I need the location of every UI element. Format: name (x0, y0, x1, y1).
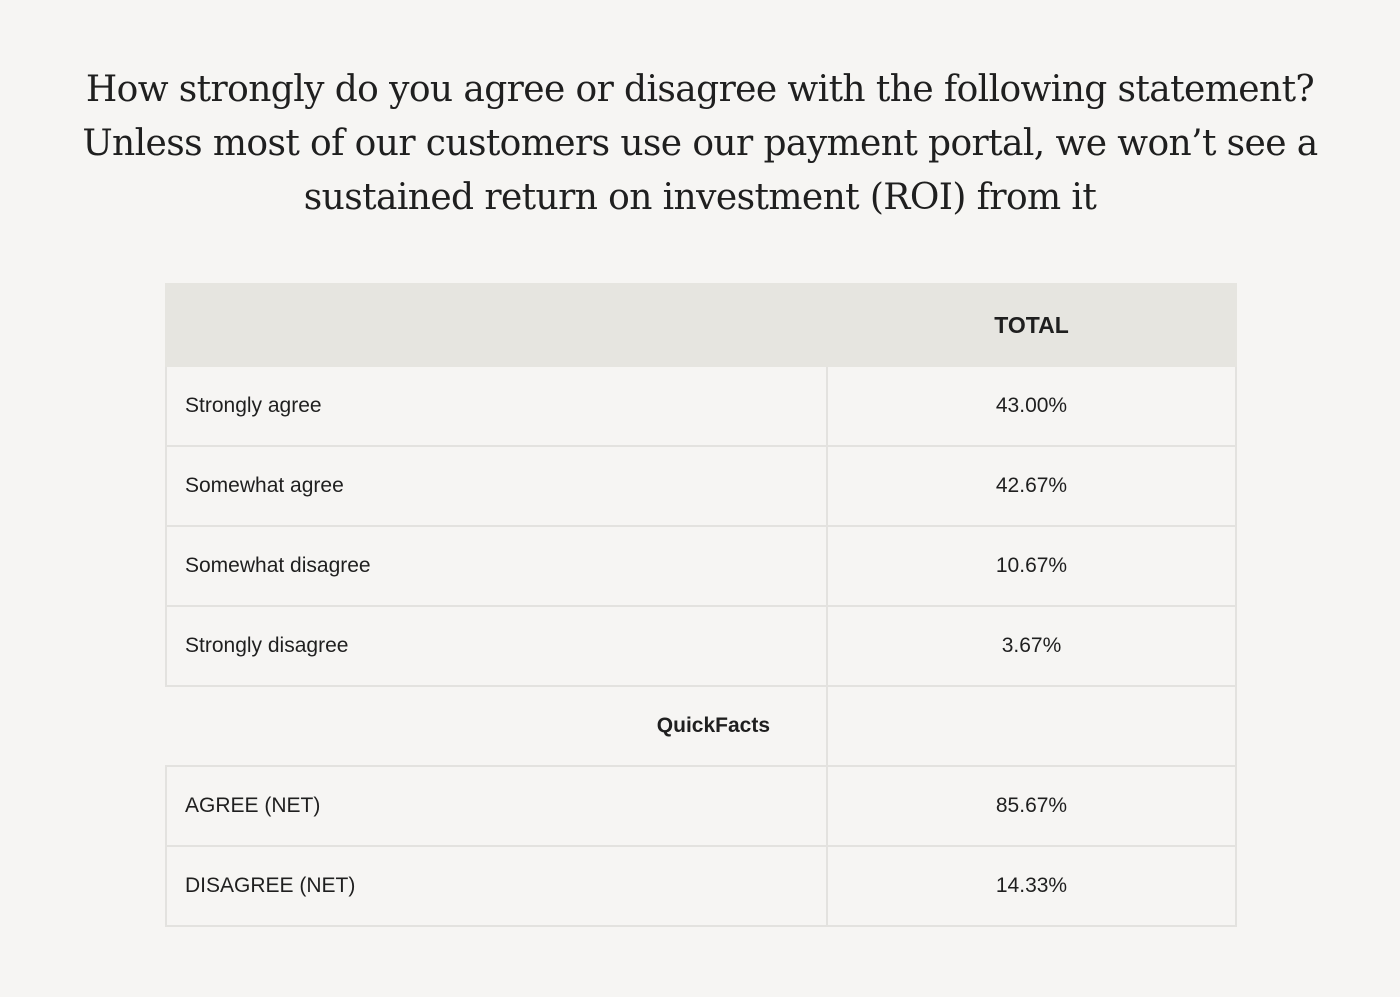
header-total: TOTAL (827, 284, 1236, 366)
header-blank-cell (166, 284, 827, 366)
net-row-label: AGREE (NET) (166, 766, 827, 846)
section-row (166, 686, 1236, 766)
row-label: Somewhat agree (166, 446, 827, 526)
section-label-quickfacts: QuickFacts (166, 686, 827, 766)
net-row-value: 14.33% (827, 846, 1236, 926)
question-title: How strongly do you agree or disagree with the following statement? Unless most of our customers use our payment portal, we won’t see a sustained return on investment (ROI) from it (82, 69, 1318, 218)
table-row (166, 526, 1236, 606)
row-value: 42.67% (827, 446, 1236, 526)
row-label: Somewhat disagree (166, 526, 827, 606)
row-value: 3.67% (827, 606, 1236, 686)
row-value: 10.67% (827, 526, 1236, 606)
table-row (166, 446, 1236, 526)
section-empty-cell (827, 686, 1236, 766)
table-row (166, 606, 1236, 686)
table-row (166, 366, 1236, 446)
row-value: 43.00% (827, 366, 1236, 446)
net-row-value: 85.67% (827, 766, 1236, 846)
table-row (166, 846, 1236, 926)
table-header-row (166, 284, 1236, 366)
results-table (165, 283, 1237, 927)
net-row-label: DISAGREE (NET) (166, 846, 827, 926)
table-row (166, 766, 1236, 846)
row-label: Strongly disagree (166, 606, 827, 686)
row-label: Strongly agree (166, 366, 827, 446)
